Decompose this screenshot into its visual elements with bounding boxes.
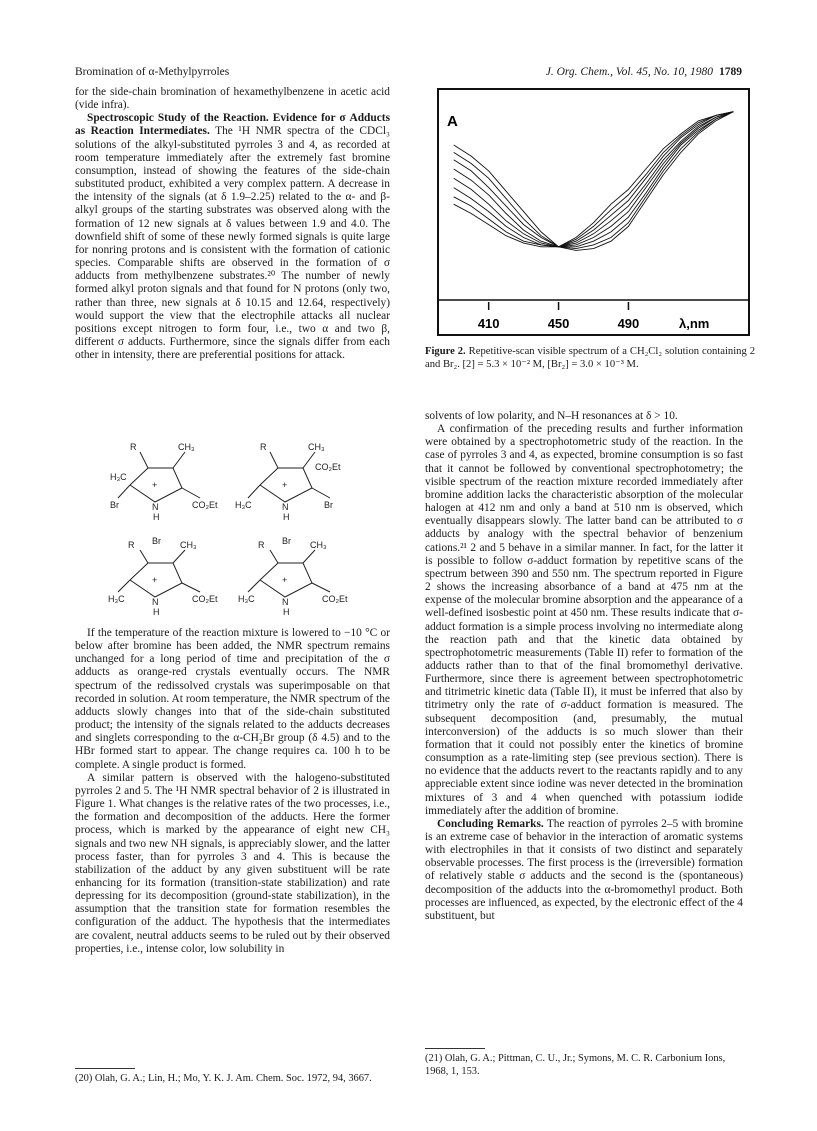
label-N: N — [282, 502, 289, 512]
sigma-adduct-structures — [110, 440, 370, 620]
page-number: 1789 — [719, 66, 742, 78]
x-tick-label: 410 — [477, 316, 500, 331]
paragraph-text: The ¹H NMR spectra of the CDCl₃ solutions of the alkyl-substituted pyrroles 3 and 4, as recorded at room temperature immediately after the extremely fast bromine consumption, instead of showing the features of the side-chain substituted product, exhibited a very complex pattern. A decrease in the intensity of the signals (at δ 1.9–2.25) related to the α- and β-alkyl groups of the starting substrates was observed along with the formation of 12 new signals at δ values between 1.9 and 4.0. The downfield shift of some of these newly formed signals is quite large for nonring protons and is consistent with the formation of cationic species. Comparable shifts are observed in the formation of σ adducts from methylbenzene substrates.²⁰ The number of newly formed alkyl proton signals and that found for N protons (only two, rather than three, new signals at δ 10.15 and 12.64, respectively) would support the view that the electrophile attacks all nuclear positions except nitrogen to form four, i.e., two α and two β, different σ adducts. Furthermore, since the signals differ from each other in intensity, there are preferential positions for attack. — [75, 125, 390, 362]
paragraph: If the temperature of the reaction mixture is lowered to −10 °C or below after bromine has been added, the NMR spectrum remains unchanged for a long period of time and precipitation of the σ adducts as orange-red crystals eventually occurs. The NMR spectrum of the redissolved crystals was superimposable on that recorded in solution. At room temperature, the NMR spectrum of the adducts slowly changes into that of the side-chain substituted product; the intensity of the signals related to the adducts decreases and singlets corresponding to the α-CH₂Br group (δ 4.5) and to the HBr formed start to appear. The change requires ca. 100 h to be complete. A single product is formed. — [75, 627, 390, 771]
paragraph: solvents of low polarity, and N–H resonances at δ > 10. — [425, 410, 678, 422]
label-H: H — [283, 512, 290, 522]
label-H: H — [153, 607, 160, 617]
label-Br: Br — [324, 500, 333, 510]
label-plus: + — [152, 480, 158, 490]
caption-label: Figure 2. — [425, 346, 466, 357]
label-CO2Et: CO₂Et — [192, 500, 218, 510]
right-column — [425, 410, 743, 923]
section-heading: Spectroscopic Study of the Reaction. Evidence for σ Adducts as Reaction Intermediates. — [75, 112, 390, 138]
paragraph — [75, 112, 390, 362]
x-tick-label: 450 — [547, 316, 570, 331]
footnote-21: (21) Olah, G. A.; Pittman, C. U., Jr.; Symons, M. C. R. Carbonium Ions, 1968, 1, 153. — [425, 1053, 726, 1077]
footnote-rule — [75, 1068, 135, 1069]
label-R: R — [128, 540, 135, 550]
label-N: N — [152, 597, 159, 607]
label-CH3: CH₃ — [310, 540, 327, 550]
label-H3C: H₃C — [238, 594, 255, 604]
label-Br: Br — [152, 536, 161, 546]
label-N: N — [282, 597, 289, 607]
label-plus: + — [152, 575, 158, 585]
x-tick-label: 490 — [617, 316, 640, 331]
label-CO2Et: CO₂Et — [315, 462, 341, 472]
caption-text: Repetitive-scan visible spectrum of a CH₂Cl₂ solution containing 2 and Br₂. [2] = 5.3 × 10⁻² M, [Br₂] = 3.0 × 10⁻³ M. — [425, 346, 755, 370]
paragraph: A similar pattern is observed with the halogeno-substituted pyrroles 2 and 5. The ¹H NMR spectral behavior of 2 is illustrated in Figure 1. What changes is the relative rates of the two processes, i.e., the formation and decomposition of the adducts. Here the former process, which is marked by the appearance of eight new CH₃ signals and two new NH signals, is appreciably slower, and the latter process faster, than for pyrroles 3 and 4. This is because the stabilization of the adduct by any given substituent will be rate enhancing for its formation (transition-state stabilization) and rate depressing for its decomposition (ground-state stabilization), in the assumption that the transition state for formation resembles the configuration of the adduct. The hypothesis that the intermediates are covalent, neutral adducts seems to be ruled out by their observed properties, i.e., intense color, low solubility in — [75, 771, 390, 955]
label-H3C: H₃C — [108, 594, 125, 604]
panel-label: A — [447, 113, 458, 130]
label-CH3: CH₃ — [308, 442, 325, 452]
label-H3C: H₃C — [110, 472, 127, 482]
footnote-20: (20) Olah, G. A.; Lin, H.; Mo, Y. K. J. Am. Chem. Soc. 1972, 94, 3667. — [75, 1073, 372, 1084]
label-H3C: H₃C — [235, 500, 252, 510]
label-CO2Et: CO₂Et — [322, 594, 348, 604]
label-Br: Br — [282, 536, 291, 546]
running-header-title: Bromination of α-Methylpyrroles — [75, 66, 230, 78]
figure-2-spectrum — [437, 88, 750, 336]
label-CO2Et: CO₂Et — [192, 594, 218, 604]
x-axis-label: λ,nm — [679, 316, 710, 331]
paragraph-text: The reaction of pyrroles 2–5 with bromine is an extreme case of behavior in the interaction of aromatic systems with electrophiles in that it consists of two distinct and separately observable processes. The first process is the (irreversible) formation of relatively stable σ adducts and the second is the (spontaneous) decomposition of the adducts into the α-bromomethyl product. Both processes are influenced, as expected, by the electronic effect of the 4 substituent, but — [425, 817, 743, 922]
label-plus: + — [282, 480, 288, 490]
section-heading: Concluding Remarks. — [437, 817, 544, 830]
label-R: R — [130, 442, 137, 452]
left-column — [75, 86, 390, 362]
label-H: H — [283, 607, 290, 617]
label-H: H — [153, 512, 160, 522]
paragraph: A confirmation of the preceding results and further information were obtained by a spectrophotometric study of the reaction. In the case of pyrroles 3 and 4, as expected, bromine consumption is so fast that it cannot be followed by conventional spectrophotometry; the visible spectrum of the reaction mixture recorded immediately after bromine addition lacks the characteristic absorption of the molecular halogen at 412 nm and only a band at 510 nm is observed, which eventually disappears slowly. The latter band can be attributed to σ adducts by analogy with the spectral behavior of benzenium cations.²¹ 2 and 5 behave in a similar manner. In fact, for the latter it is possible to follow σ-adduct formation by repetitive scans of the spectrum between 390 and 550 nm. The spectrum reported in Figure 2 shows the increasing absorbance of a band at 475 nm at the expense of the molecular bromine absorption and the appearance of a well-defined isosbestic point at 450 nm. These results indicate that σ-adduct formation is a simple process involving no intermediate along the reaction path and that the kinetic data obtained by spectrophotometric measurements (Table II) refer to formation of the adducts rather than to that of the final bromomethyl derivative. Furthermore, since there is agreement between spectrophotometric and titrimetric kinetic data (Table II), it must be inferred that also by titrimetry only the rate of σ-adduct formation is measured. The subsequent decomposition (and, presumably, the mutual interconversion) of the adducts is so much slower than their formation that it could not possibly enter the kinetics of bromine consumption as a rate-limiting step (see previous section). There is no evidence that the adducts revert to the reactants rapidly and to any appreciable extent since iodine was never detected in the bromination mixtures of 3 and 4 when quenched with potassium iodide immediately after the addition of bromine. — [425, 423, 743, 817]
spectrum-curves — [454, 112, 734, 251]
left-column-continued — [75, 627, 390, 956]
paragraph: for the side-chain bromination of hexamethylbenzene in acetic acid (vide infra). — [75, 86, 390, 112]
running-header-citation — [546, 66, 742, 78]
label-N: N — [152, 502, 159, 512]
label-R: R — [260, 442, 267, 452]
label-R: R — [258, 540, 265, 550]
label-Br: Br — [110, 500, 119, 510]
label-CH3: CH₃ — [180, 540, 197, 550]
footnote-rule — [425, 1048, 485, 1049]
x-ticks — [478, 302, 639, 331]
figure-caption — [425, 346, 755, 371]
paragraph — [425, 818, 743, 923]
journal-citation: J. Org. Chem., Vol. 45, No. 10, 1980 — [545, 66, 713, 78]
label-plus: + — [282, 575, 288, 585]
label-CH3: CH₃ — [178, 442, 195, 452]
